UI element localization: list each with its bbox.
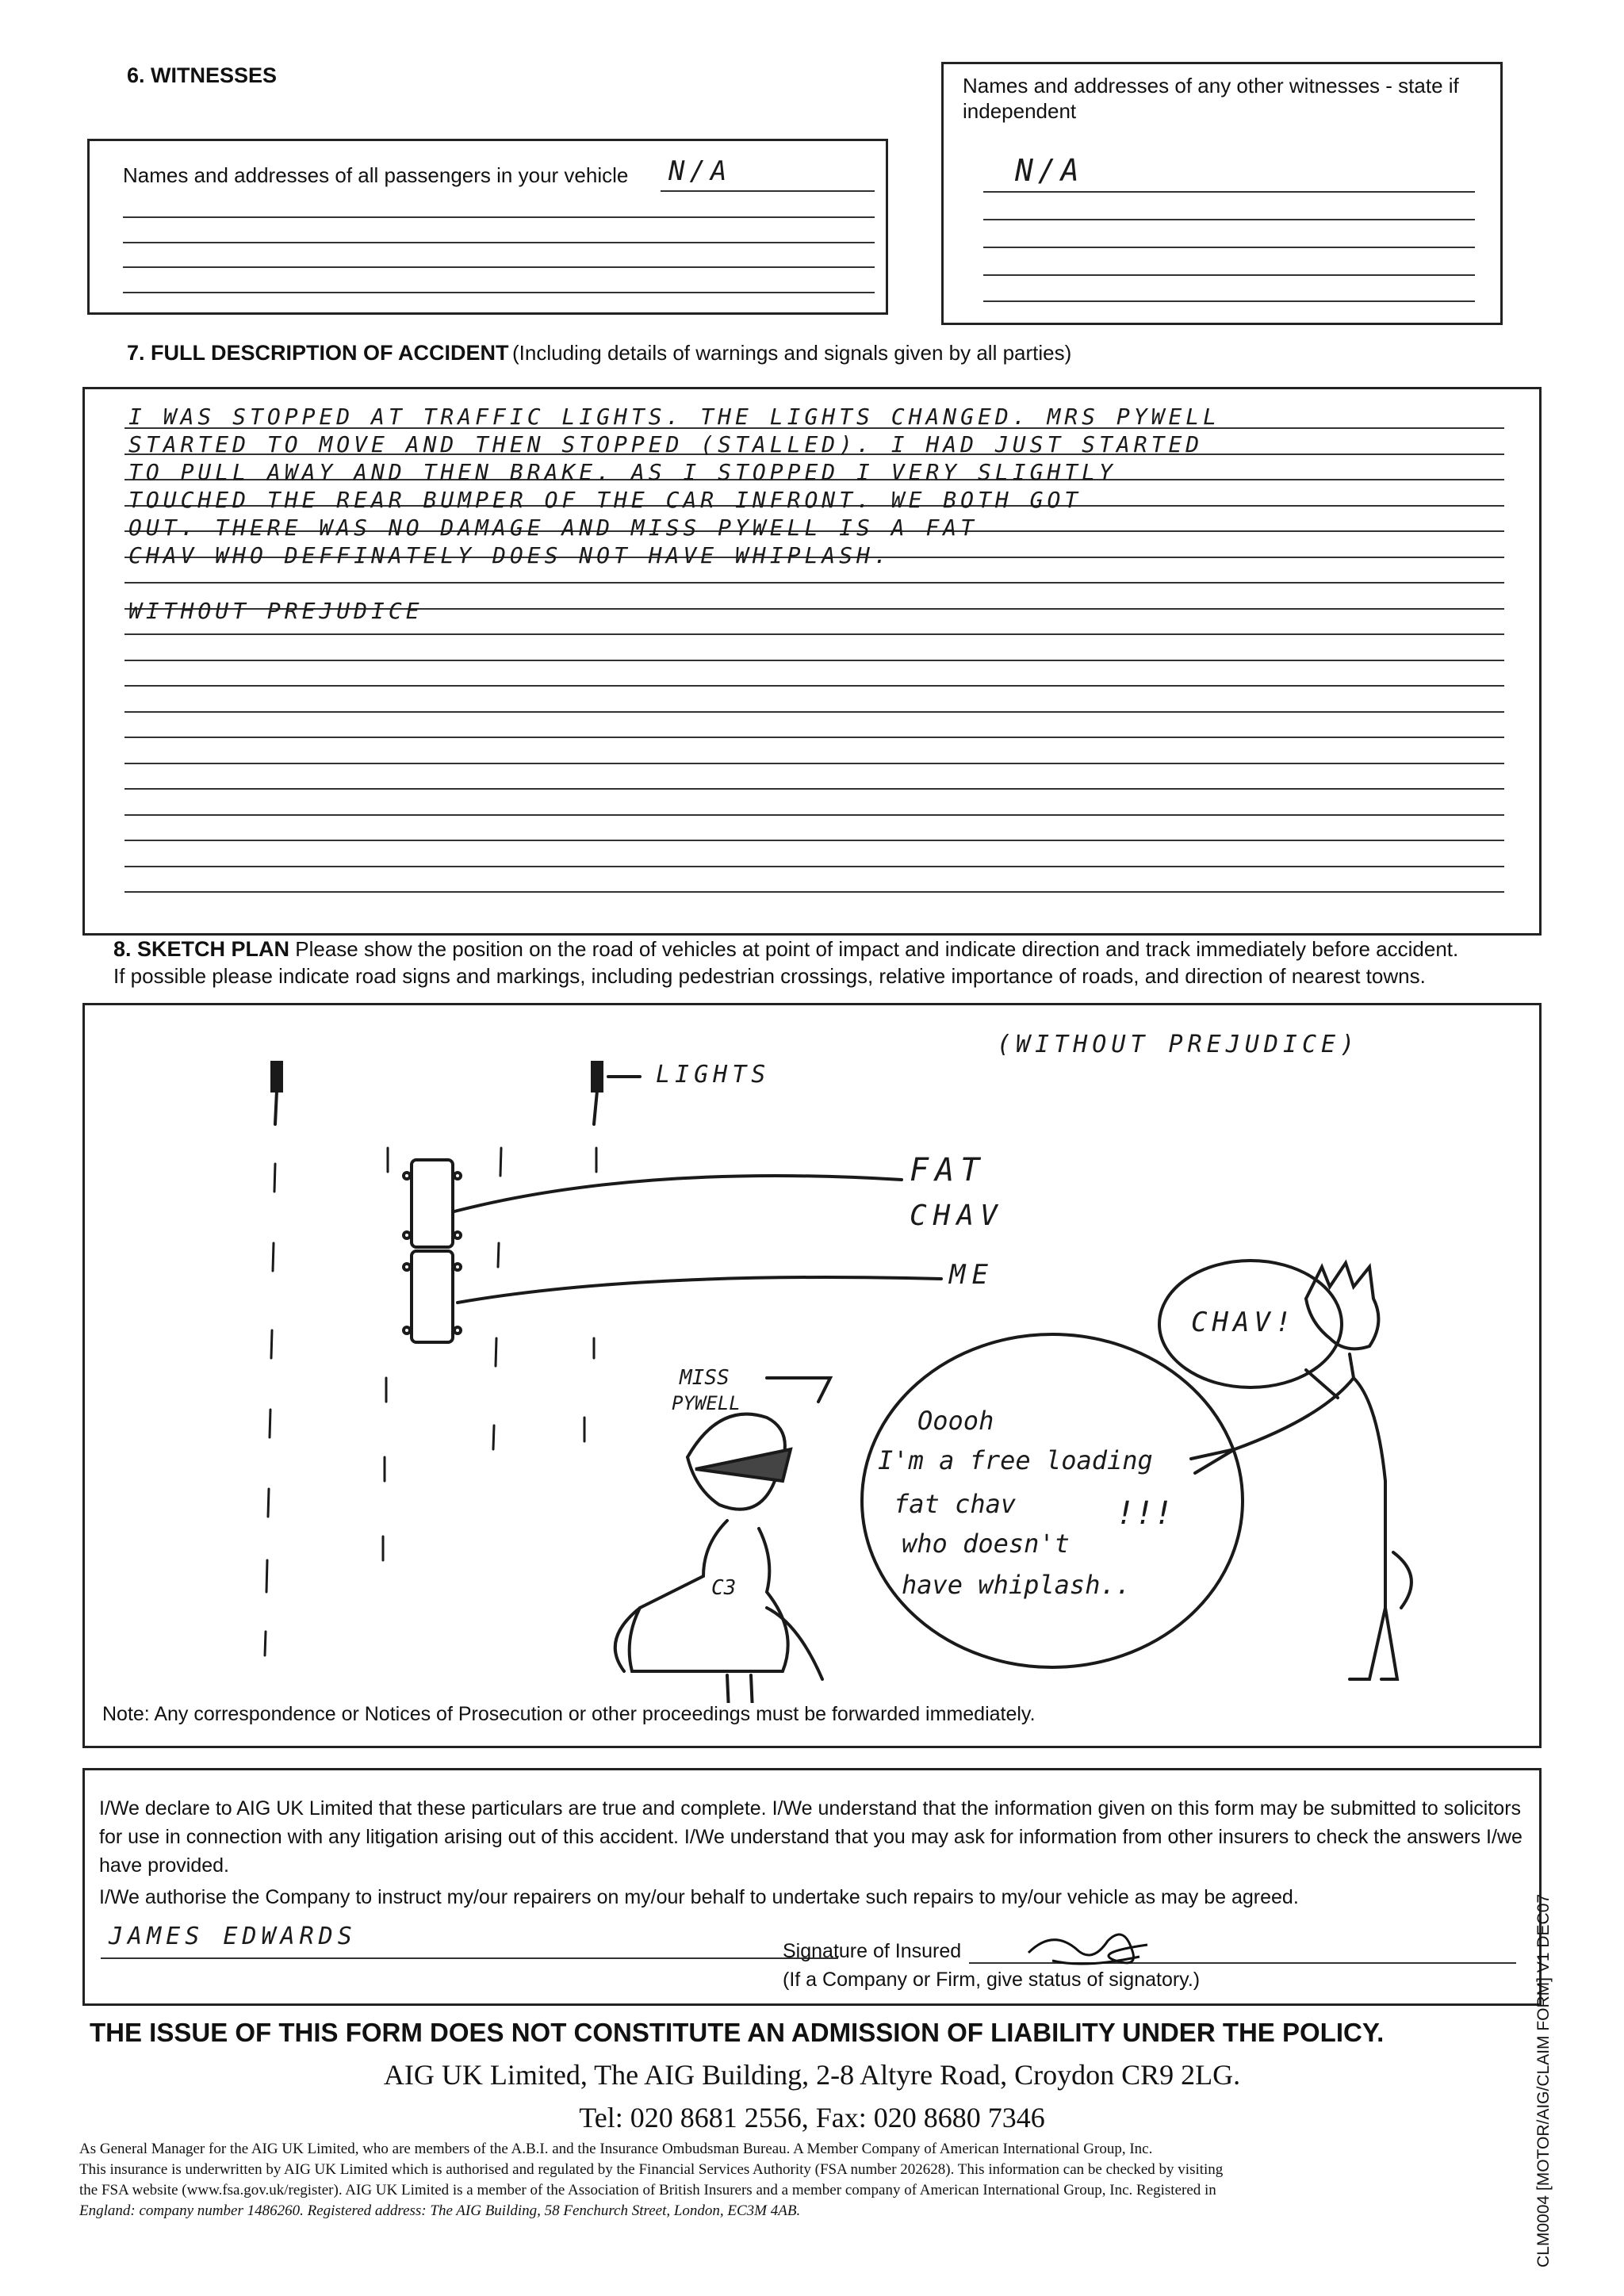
section7-title: 7. FULL DESCRIPTION OF ACCIDENT (127, 341, 509, 365)
passengers-label: Names and addresses of all passengers in your vehicle (123, 163, 629, 187)
description-line[interactable]: TOUCHED THE REAR BUMPER OF THE CAR INFRONT. WE BOTH GOT (128, 487, 1082, 513)
status-label: (If a Company or Firm, give status of signatory.) (783, 1969, 1201, 1991)
sketch-speech-4: who doesn't (902, 1529, 1070, 1559)
other-witnesses-label-2: independent (963, 99, 1077, 123)
description-rule (124, 633, 1504, 635)
miss-label-arrow (767, 1378, 830, 1402)
declaration-box (82, 1768, 1542, 2006)
description-rule (124, 866, 1504, 867)
sketch-shirt-mark: C3 (711, 1576, 737, 1600)
description-line[interactable]: CHAV WHO DEFFINATELY DOES NOT HAVE WHIPLASH. (128, 542, 891, 568)
sketch-speech-3: fat chav (894, 1489, 1017, 1519)
passengers-line-4 (123, 266, 875, 268)
description-line[interactable]: I WAS STOPPED AT TRAFFIC LIGHTS. THE LIGHTS CHANGED. MRS PYWELL (128, 404, 1221, 430)
description-line[interactable]: OUT. THERE WAS NO DAMAGE AND MISS PYWELL IS A FAT (128, 515, 979, 541)
legal-text (79, 2139, 1530, 2221)
sketch-lights: LIGHTS (656, 1061, 771, 1089)
accident-description-box (82, 387, 1542, 936)
chav-body (1350, 1354, 1397, 1679)
sketch-chav: CHAV (910, 1200, 1004, 1232)
pointer-me (458, 1277, 941, 1303)
witness-line-4 (983, 274, 1475, 276)
passengers-box (87, 139, 888, 315)
sketch-miss-label-1: MISS (680, 1366, 730, 1390)
traffic-light-right-pole (594, 1091, 597, 1124)
form-code: CLM0004 [MOTOR/AIG/CLAIM FORM] V1 DEC07 (1534, 1893, 1553, 2267)
sketch-fat: FAT (910, 1152, 986, 1188)
section6-title: 6. WITNESSES (127, 63, 278, 87)
description-line[interactable]: STARTED TO MOVE AND THEN STOPPED (STALLED). I HAD JUST STARTED (128, 431, 1204, 457)
sketch-speech-1: Ooooh (917, 1406, 994, 1436)
traffic-light-right (592, 1062, 602, 1091)
legal-line-3: the FSA website (www.fsa.gov.uk/register). AIG UK Limited is a member of the Association of British Insurers and a member company of American International Group, Inc. Registered in (79, 2182, 1216, 2198)
legal-line-2: This insurance is underwritten by AIG UK Limited which is authorised and regulated by the Financial Services Authority (FSA number 202628). This information can be checked by visiting (79, 2161, 1224, 2178)
signature-label: Signature of Insured (783, 1940, 962, 1962)
miss-pywell-body (630, 1521, 788, 1671)
section8-desc-1: Please show the position on the road of vehicles at point of impact and indicate direction and track immediately before accident. (295, 937, 1459, 961)
lane-dashes (265, 1148, 596, 1655)
description-rule (124, 660, 1504, 661)
witness-line-1 (983, 191, 1475, 193)
sketch-me: ME (949, 1259, 994, 1291)
description-rule (124, 840, 1504, 841)
description-rule (124, 763, 1504, 764)
other-witnesses-value[interactable]: N/A (1015, 153, 1084, 188)
passengers-value[interactable]: N/A (668, 155, 732, 187)
section8-desc-2: If possible please indicate road signs and markings, including pedestrian crossings, relative importance of roads, and direction of nearest towns. (113, 964, 1426, 988)
car-me (412, 1251, 453, 1342)
sketch-speech-2: I'm a free loading (878, 1445, 1153, 1475)
sketch-speech-marks: !!! (1116, 1495, 1174, 1532)
sketch-without-prejudice: (WITHOUT PREJUDICE) (997, 1031, 1360, 1058)
description-rule (124, 891, 1504, 893)
other-witnesses-box (941, 62, 1503, 325)
passengers-line-3 (123, 242, 875, 243)
sketch-chav-bubble-text: CHAV! (1191, 1307, 1297, 1338)
other-witnesses-label-1: Names and addresses of any other witnesses - state if (963, 74, 1459, 98)
passengers-line-2 (123, 216, 875, 218)
sketch-miss-label-2: PYWELL (672, 1392, 741, 1414)
section7-heading (127, 341, 1071, 365)
declaration-para-2: I/We authorise the Company to instruct my/our repairers on my/our behalf to undertake such repairs to my/our vehicle as may be agreed. (99, 1886, 1299, 1908)
name-line (101, 1957, 838, 1959)
legal-line-1: As General Manager for the AIG UK Limited, who are members of the A.B.I. and the Insurance Ombudsman Bureau. A Member Company of American International Group, Inc. (79, 2141, 1153, 2157)
sketch-plan-box (82, 1003, 1542, 1748)
sketch-speech-5: have whiplash.. (902, 1570, 1131, 1600)
description-line[interactable]: TO PULL AWAY AND THEN BRAKE. AS I STOPPED I VERY SLIGHTLY (128, 459, 1116, 485)
insured-name[interactable]: JAMES EDWARDS (109, 1923, 357, 1950)
section8-heading (113, 936, 1541, 989)
chav-head (1306, 1263, 1378, 1349)
sketch-note: Note: Any correspondence or Notices of Prosecution or other proceedings must be forwarded immediately. (102, 1703, 1036, 1725)
description-rule (124, 737, 1504, 738)
car-fat-chav (412, 1160, 453, 1247)
legal-line-4: England: company number 1486260. Registered address: The AIG Building, 58 Fenchurch Street, London, EC3M 4AB. (79, 2202, 801, 2219)
declaration-para-1: I/We declare to AIG UK Limited that these particulars are true and complete. I/We understand that the information given on this form may be submitted to solicitors for use in connection with any litigation arising out of this accident. I/We understand that you may ask for information from other insurers to check the answers I/we have provided. (99, 1797, 1522, 1877)
description-rule (124, 711, 1504, 713)
traffic-light-left (272, 1062, 282, 1091)
pointer-fat-chav (454, 1176, 902, 1211)
passengers-line-5 (123, 292, 875, 293)
passengers-line-1 (661, 190, 875, 192)
traffic-light-left-pole (275, 1091, 277, 1124)
description-rule (124, 685, 1504, 687)
description-rule (124, 788, 1504, 790)
description-rule (124, 814, 1504, 816)
description-rule (124, 582, 1504, 584)
witness-line-2 (983, 219, 1475, 220)
section7-subtitle: (Including details of warnings and signals given by all parties) (511, 341, 1072, 365)
witness-line-3 (983, 247, 1475, 248)
company-phone: Tel: 020 8681 2556, Fax: 020 8680 7346 (579, 2102, 1045, 2133)
company-address: AIG UK Limited, The AIG Building, 2-8 Altyre Road, Croydon CR9 2LG. (383, 2059, 1241, 2091)
section8-title: 8. SKETCH PLAN (113, 937, 290, 961)
liability-statement: THE ISSUE OF THIS FORM DOES NOT CONSTITUTE AN ADMISSION OF LIABILITY UNDER THE POLICY. (90, 2018, 1385, 2047)
description-line[interactable]: WITHOUT PREJUDICE (128, 598, 423, 624)
witness-line-5 (983, 300, 1475, 302)
sketch-drawing (85, 1005, 1539, 1703)
